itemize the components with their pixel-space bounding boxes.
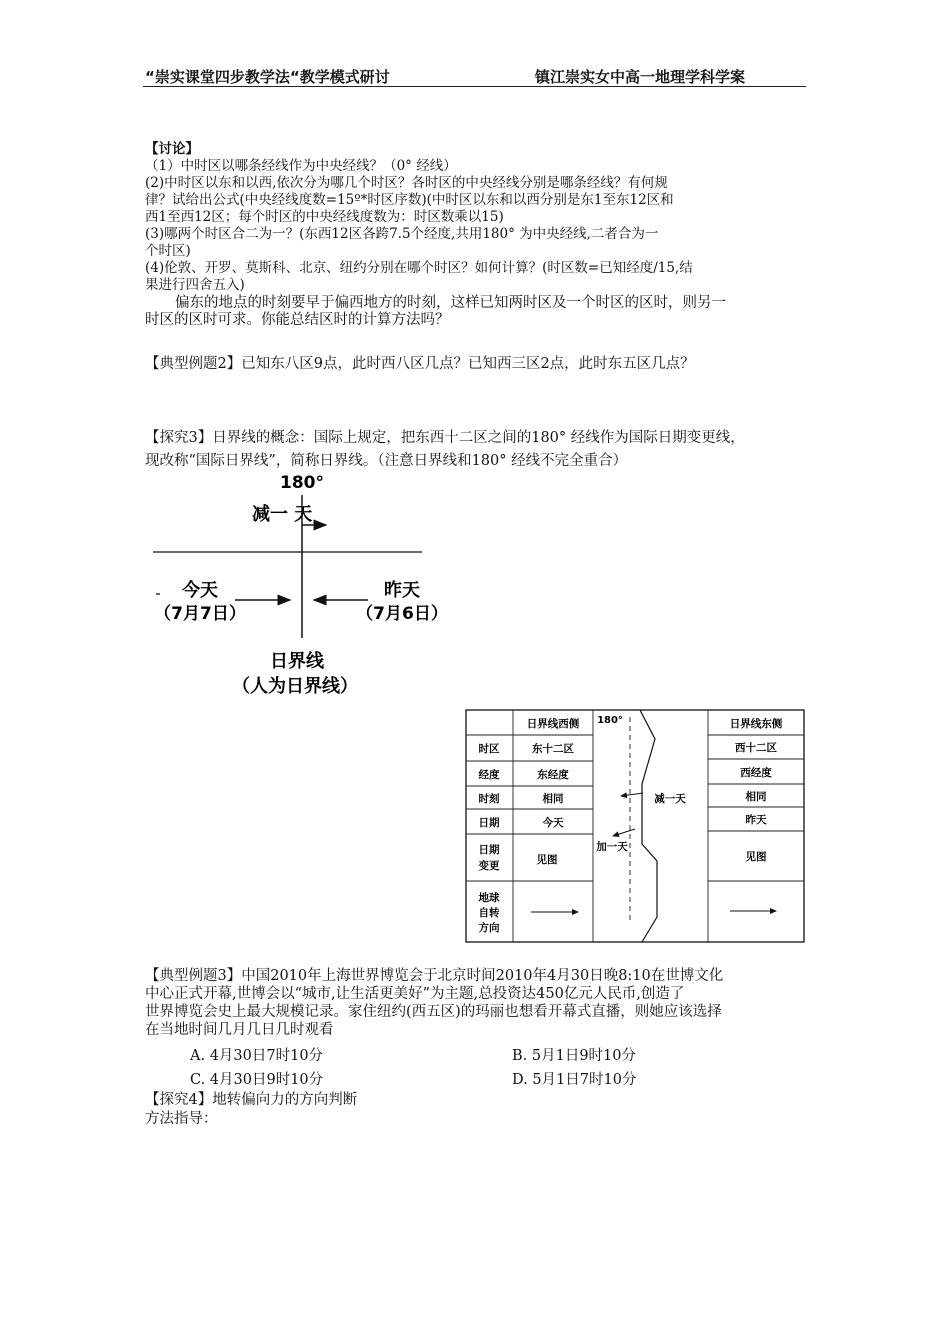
explore-4-method: 方法指导： <box>145 1111 218 1127</box>
discussion-line-7: (4)伦敦、开罗、莫斯科、北京、纽约分别在哪个时区？如何计算？(时区数=已知经度/15,结 <box>145 260 693 276</box>
table-row-label-timezone: 时区 <box>478 743 500 755</box>
discussion-title: 【讨论】 <box>145 141 199 157</box>
discussion-line-3: 律？试给出公式(中央经线度数=15º*时区序数)(中时区以东和以西分别是东1至东12区和 <box>145 192 674 208</box>
table-header-east: 日界线东侧 <box>729 718 783 730</box>
header-left: “崇实课堂四步教学法“教学模式研讨 <box>145 68 390 86</box>
diagram-today-label: 今天 <box>182 580 218 601</box>
option-d[interactable]: D. 5月1日7时10分 <box>512 1072 637 1088</box>
table-west-longitude: 东经度 <box>537 769 569 781</box>
table-row-label-date-change-1: 日期 <box>478 844 500 856</box>
discussion-line-2: (2)中时区以东和以西,依次分为哪几个时区？各时区的中央经线分别是哪条经线？有何规 <box>145 175 668 191</box>
header-rule <box>143 86 806 87</box>
discussion-line-1: （1）中时区以哪条经线作为中央经线？（0° 经线） <box>145 158 457 174</box>
table-row-label-date-change-2: 变更 <box>478 860 500 872</box>
table-west-date: 今天 <box>542 817 564 829</box>
example-2: 【典型例题2】已知东八区9点，此时西八区几点？已知西三区2点，此时东五区几点？ <box>145 356 695 372</box>
table-row-label-rotation-2: 自转 <box>478 907 500 919</box>
explore-3-line-1: 【探究3】日界线的概念：国际上规定，把东西十二区之间的180° 经线作为国际日期变更线， <box>145 430 745 446</box>
diagram-today-date: （7月7日） <box>154 604 246 624</box>
table-plus-day-label: 加一天 <box>596 841 628 853</box>
table-row-label-rotation-3: 方向 <box>478 922 500 934</box>
example-3-line-4: 在当地时间几月几日几时观看 <box>145 1022 334 1038</box>
table-minus-day-label: 减一天 <box>654 793 686 805</box>
table-east-time: 相同 <box>745 791 767 803</box>
explore-3-line-2: 现改称“国际日界线”，简称日界线。（注意日界线和180° 经线不完全重合） <box>145 453 628 469</box>
table-east-date: 昨天 <box>745 814 767 826</box>
diagram-180-label: 180° <box>280 473 324 493</box>
table-west-time: 相同 <box>542 793 564 805</box>
header-right: 镇江崇实女中高一地理学科学案 <box>535 68 746 86</box>
table-row-label-time: 时刻 <box>478 793 500 805</box>
table-header-west: 日界线西侧 <box>526 718 580 730</box>
diagram-line-note: （人为日界线） <box>232 676 358 697</box>
table-west-date-change: 见图 <box>536 854 558 866</box>
discussion-line-6: 个时区) <box>145 243 191 259</box>
example-3-line-3: 世界博览会史上最大规模记录。家住纽约(西五区)的玛丽也想看开幕式直播，则她应该选择 <box>145 1004 722 1020</box>
explore-4-title: 【探究4】地转偏向力的方向判断 <box>145 1092 358 1108</box>
discussion-paragraph-2: 时区的区时可求。你能总结区时的计算方法吗？ <box>145 312 450 328</box>
option-c[interactable]: C. 4月30日9时10分 <box>190 1072 324 1088</box>
diagram-yesterday-label: 昨天 <box>384 580 420 601</box>
option-b[interactable]: B. 5月1日9时10分 <box>512 1048 637 1064</box>
table-west-timezone: 东十二区 <box>532 743 574 755</box>
discussion-line-8: 果进行四舍五入) <box>145 277 245 293</box>
table-row-label-rotation-1: 地球 <box>478 892 500 904</box>
discussion-paragraph-1: 偏东的地点的时刻要早于偏西地方的时刻，这样已知两时区及一个时区的区时，则另一 <box>175 295 726 311</box>
discussion-line-5: (3)哪两个时区合二为一？(东西12区各跨7.5个经度,共用180° 为中央经线,二者合为一 <box>145 226 659 242</box>
option-a[interactable]: A. 4月30日7时10分 <box>190 1048 324 1064</box>
date-line-diagram <box>140 470 460 705</box>
example-3-line-1: 【典型例题3】中国2010年上海世界博览会于北京时间2010年4月30日晚8:10在世博文化 <box>145 968 724 984</box>
diagram-minus-day-label: 减一 天 <box>252 504 313 525</box>
table-east-longitude: 西经度 <box>740 767 772 779</box>
diagram-line-name: 日界线 <box>270 651 324 672</box>
discussion-line-4: 西1至西12区；每个时区的中央经线度数为：时区数乘以15) <box>145 209 504 225</box>
table-row-label-longitude: 经度 <box>478 769 500 781</box>
table-east-timezone: 西十二区 <box>735 742 777 754</box>
date-line-table <box>465 709 805 944</box>
table-east-date-change: 见图 <box>745 851 767 863</box>
example-3-line-2: 中心正式开幕,世博会以“城市,让生活更美好”为主题,总投资达450亿元人民币,创造了 <box>145 986 685 1002</box>
table-row-label-date: 日期 <box>478 817 500 829</box>
table-180-label: 180° <box>597 715 623 726</box>
diagram-yesterday-date: （7月6日） <box>356 604 448 624</box>
